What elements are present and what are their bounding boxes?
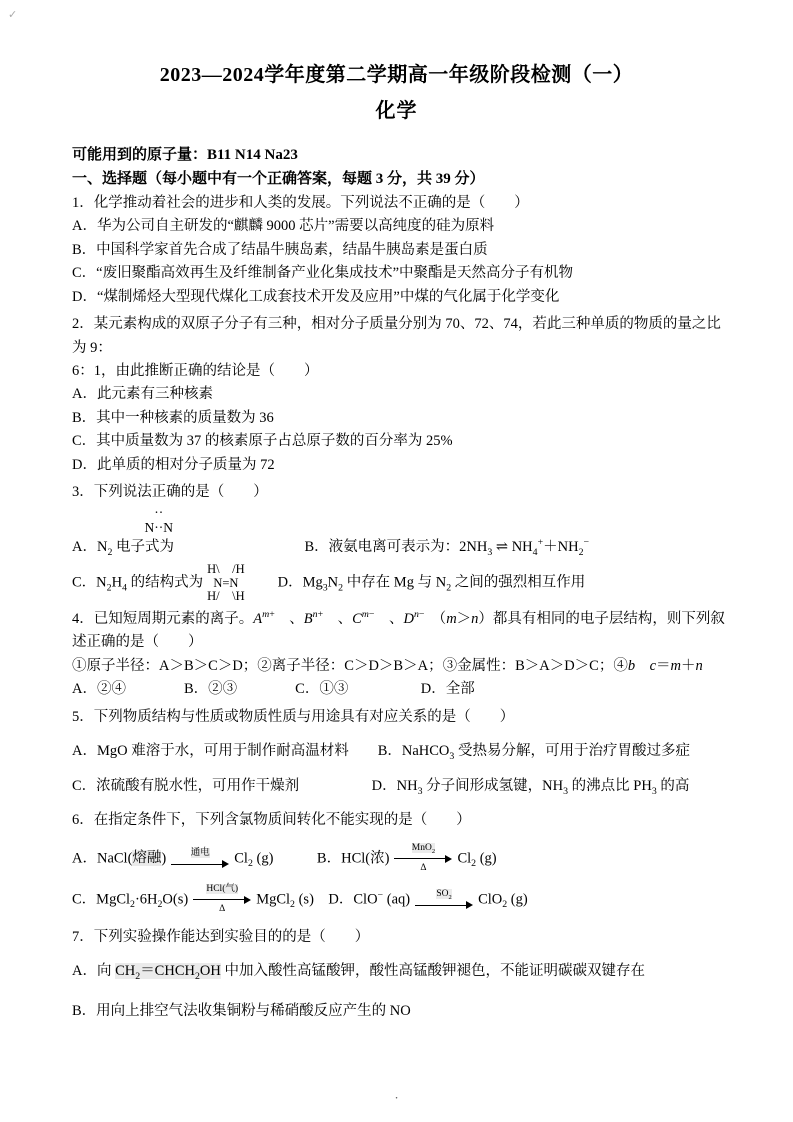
q1-option-c: C．“废旧聚酯高效再生及纤维制备产业化集成技术”中聚酯是天然高分子有机物 (72, 265, 574, 282)
q3-options-cd: C．$N_2H_4$ 的结构式为 H\ /H N=N H/ \H D．$Mg_3N_2$ 中存在 Mg 与 $N_2$ 之间的强烈相互作用 (72, 562, 586, 604)
section-heading: 一、选择题（每小题中有一个正确答案，每题 3 分，共 39 分） (72, 171, 485, 188)
reaction-arrow-so2: $SO_2$ (415, 890, 473, 910)
q2-option-d: D．此单质的相对分子质量为 72 (72, 456, 275, 473)
q3-electron-formula (72, 505, 735, 536)
q1-option-a: A．华为公司自主研发的“麒麟 9000 芯片”需要以高纯度的硅为原料 (72, 218, 495, 235)
q5-stem: 5．下列物质结构与性质或物质性质与用途具有对应关系的是（ ） (72, 708, 515, 725)
q7-stem: 7．下列实验操作能达到实验目的的是（ ） (72, 928, 370, 945)
reaction-arrow-electrolysis: 通电 (171, 849, 229, 869)
q3-stem: 3．下列说法正确的是（ ） (72, 484, 268, 501)
n2-electron-dot-formula: ·· N··N (144, 504, 173, 536)
atomic-mass-note: 可能用到的原子量：B11 N14 Na23 (72, 147, 298, 163)
q4-stem: 4．已知短周期元素的离子。$A^{m+}$ 、$B^{n+}$ 、$C^{m-}$ 、$D^{n-}$ （m＞n）都具有相同的电子层结构，则下列叙 (72, 609, 725, 627)
q2-option-b: B．其中一种核素的质量数为 36 (72, 409, 274, 426)
n2h4-structural-formula: H\ /H N=N H/ \H (207, 562, 245, 604)
q2-stem: 2．某元素构成的双原子分子有三种，相对分子质量分别为 70、72、74，若此三种单质的物质的量之比为 9： (72, 316, 721, 356)
q4-options: A．②④ B．②③ C．①③ D．全部 (72, 681, 475, 698)
q7-option-a: A．向 $CH_2=CHCH_2OH$ 中加入酸性高锰酸钾，酸性高锰酸钾褪色，不能证明碳碳双键存在 (72, 963, 645, 983)
q1-option-d: D．“煤制烯烃大型现代煤化工成套技术开发及应用”中煤的气化属于化学变化 (72, 288, 560, 305)
corner-artifact-mark: ✓ (8, 9, 18, 21)
document-lines (72, 143, 735, 1023)
q7-option-b: B．用向上排空气法收集铜粉与稀硝酸反应产生的 NO (72, 1002, 411, 1019)
q2-option-c: C．其中质量数为 37 的核素原子占总原子数的百分率为 25% (72, 433, 453, 450)
q4-stem-wrap: 述正确的是（ ） (72, 634, 203, 651)
footer-artifact-mark: · (394, 1090, 399, 1105)
page-title: 2023—2024学年度第二学期高一年级阶段检测（一） (159, 64, 634, 86)
reaction-arrow-mno2-heat: MnO$_2$ Δ (394, 844, 452, 874)
q2-option-a: A．此元素有三种核素 (72, 386, 213, 403)
reaction-arrow-hcl-heat: HCl(气) Δ (193, 885, 251, 915)
q6-options-ab: A．NaCl(熔融) 通电 $Cl_2$ (g) B．HCl(浓) MnO$_2$ Δ $Cl_2$ (g) (72, 842, 497, 874)
q3-options-ab: A．$N_2$ 电子式为 B．液氨电离可表示为：$2NH_3$ ⇌ $NH_4^++NH_2^-$ (72, 537, 590, 558)
q2-stem-wrap: 6：1，由此推断正确的结论是（ ） (72, 362, 319, 379)
q5-options-ab: A．MgO 难溶于水，可用于制作耐高温材料 B．NaHCO$_3$ 受热易分解，可用于治疗胃酸过多症 (72, 743, 690, 763)
q6-stem: 6．在指定条件下，下列含氯物质间转化不能实现的是（ ） (72, 812, 471, 829)
q1-stem: 1．化学推动着社会的进步和人类的发展。下列说法不正确的是（ ） (72, 194, 529, 211)
q4-statements: ①原子半径：A＞B＞C＞D；②离子半径：C＞D＞B＞A；③金属性：B＞A＞D＞C；④b c＝m＋n (72, 657, 703, 674)
q1-option-b: B．中国科学家首先合成了结晶牛胰岛素，结晶牛胰岛素是蛋白质 (72, 241, 488, 258)
q5-options-cd: C．浓硫酸有脱水性，可用作干燥剂 D．$NH_3$ 分子间形成氢键，$NH_3$ 的沸点比 $PH_3$ 的高 (72, 777, 690, 797)
q6-options-cd: C．$MgCl_2\cdot 6H_2O(s)$ HCl(气) Δ MgCl$_2$ (s) D．ClO− (aq) $SO_2$ ClO$_2$ (g) (72, 883, 528, 915)
page-subtitle: 化学 (375, 100, 418, 122)
